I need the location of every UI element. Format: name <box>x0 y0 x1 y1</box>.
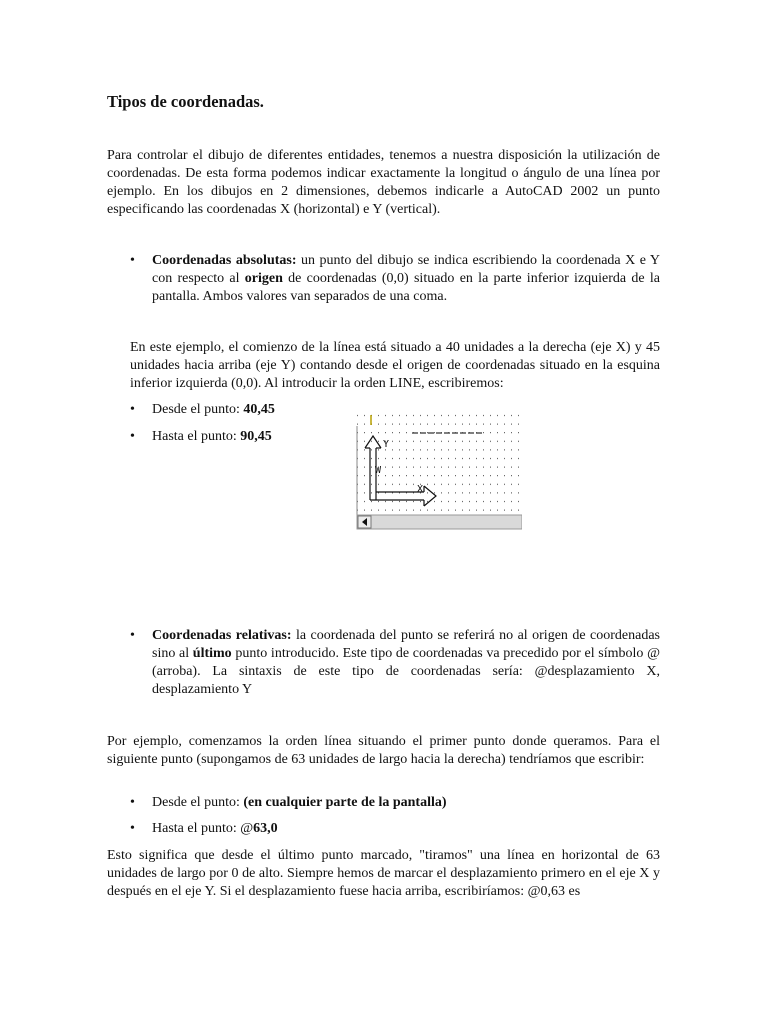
relativas-emph: último <box>192 646 232 661</box>
rel-desde-value: (en cualquier parte de la pantalla) <box>243 795 447 810</box>
bullet-rel-desde <box>130 794 660 812</box>
absolutas-text <box>152 252 660 306</box>
x-axis-label: X <box>417 484 424 495</box>
example-paragraph-1: En este ejemplo, el comienzo de la línea está situado a 40 unidades a la derecha (eje X) y 45 unidades hacia arriba (eje Y) contando desde el origen de coordenadas situado en la esquina inferior izquierda (0,0). Al introducir la orden LINE, escribiremos: <box>130 340 660 391</box>
bullet-dot: • <box>130 821 135 836</box>
conclusion-paragraph: Esto significa que desde el último punto marcado, "tiramos" una línea en horizontal de 63 unidades de largo por 0 de alto. Siempre hemos de marcar el desplazamiento primero en el eje X y después en el eje Y. Si el desplazamiento fuese hacia arriba, escribiríamos: @0,63 es <box>107 848 660 899</box>
abs-hasta-value: 90,45 <box>240 429 272 444</box>
abs-desde-label: Desde el punto: <box>152 402 244 417</box>
abs-hasta-label: Hasta el punto: <box>152 429 241 444</box>
relativas-text-2: punto introducido. Este tipo de coordenadas va precedido por el símbolo @ (arroba). La sintaxis de este tipo de coordenadas sería: @desplazamiento X, desplazamiento Y <box>152 646 660 697</box>
bullet-rel-hasta <box>130 820 660 838</box>
w-label: W <box>375 465 382 476</box>
rel-desde-label: Desde el punto: <box>152 795 244 810</box>
bullet-dot: • <box>130 253 135 268</box>
horizontal-scrollbar[interactable] <box>357 515 522 529</box>
bullet-dot: • <box>130 628 135 643</box>
bullet-dot: • <box>130 795 135 810</box>
bullet-absolutas <box>130 252 660 306</box>
relativas-text <box>152 627 660 699</box>
bullet-dot: • <box>130 429 135 444</box>
rel-hasta-value: 63,0 <box>253 821 278 836</box>
relativas-text-1: la coordenada del punto se referirá no al origen de coordenadas sino al <box>152 628 660 661</box>
absolutas-text-2: de coordenadas (0,0) situado en la parte inferior izquierda de la pantalla. Ambos valores van separados de una coma. <box>152 271 660 304</box>
absolutas-term: Coordenadas absolutas: <box>152 253 297 268</box>
bullet-relativas <box>130 627 660 699</box>
rel-hasta-label: Hasta el punto: @ <box>152 821 254 836</box>
autocad-coordinate-diagram <box>354 412 522 530</box>
bullet-abs-hasta <box>130 428 352 446</box>
bullet-dot: • <box>130 402 135 417</box>
page-title: Tipos de coordenadas. <box>107 92 264 111</box>
intro-paragraph: Para controlar el dibujo de diferentes entidades, tenemos a nuestra disposición la utilización de coordenadas. De esta forma podemos indicar exactamente la longitud o ángulo de una línea por ejemplo. En los dibujos en 2 dimensiones, debemos indicarle a AutoCAD 2002 un punto especificando las coordenadas X (horizontal) e Y (vertical). <box>107 148 660 217</box>
absolutas-emph: origen <box>244 271 283 286</box>
abs-desde-value: 40,45 <box>243 402 275 417</box>
absolutas-text-1: un punto del dibujo se indica escribiendo la coordenada X e Y con respecto al <box>152 253 660 286</box>
y-axis-label: Y <box>383 439 390 450</box>
relativas-term: Coordenadas relativas: <box>152 628 292 643</box>
bullet-abs-desde <box>130 401 352 419</box>
example-paragraph-2: Por ejemplo, comenzamos la orden línea situando el primer punto donde queramos. Para el siguiente punto (supongamos de 63 unidades de largo hacia la derecha) tendríamos que escribir: <box>107 734 660 767</box>
